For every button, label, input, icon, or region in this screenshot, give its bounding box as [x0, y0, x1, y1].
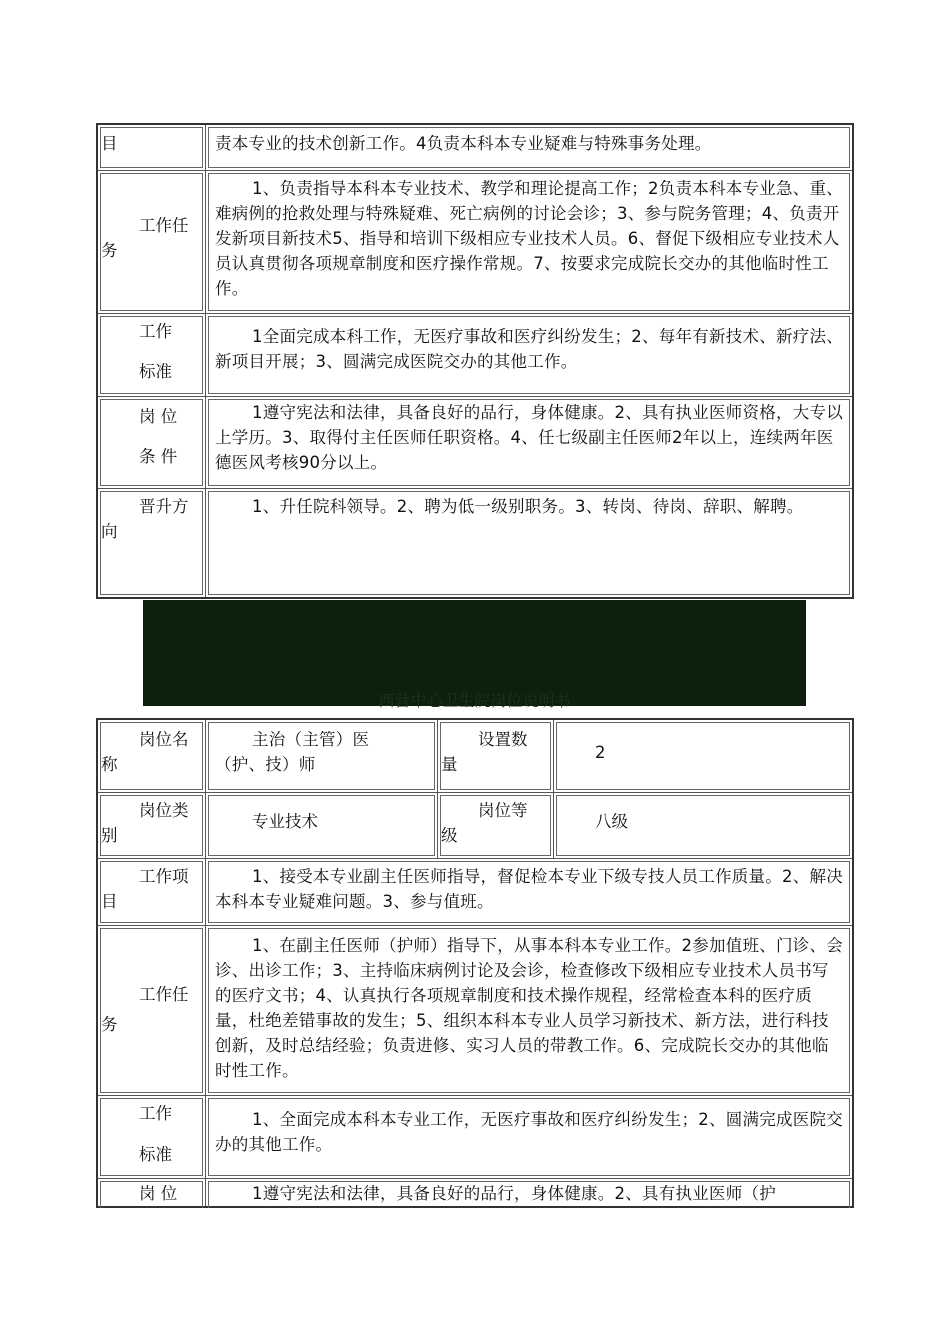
row-label-line1: 工作任 — [139, 216, 189, 235]
row-label-line2: 称 — [101, 755, 118, 774]
row-label-line1: 工作任 — [139, 985, 189, 1004]
table-row — [98, 792, 852, 858]
row-label-line1: 工作 — [139, 1104, 172, 1123]
row-label-line1: 工作 — [139, 322, 172, 341]
grade-label-line2: 级 — [441, 826, 458, 845]
row-label-line1: 岗位名 — [139, 730, 189, 749]
row-label-cell — [98, 1179, 205, 1206]
table-row — [98, 858, 852, 925]
row-content: 1、升任院科领导。2、聘为低一级别职务。3、转岗、待岗、辞职、解聘。 — [252, 497, 804, 516]
row-content: 1遵守宪法和法律，具备良好的品行，身体健康。2、具有执业医师资格，大专以上学历。3、取得付主任医师任职资格。4、任七级副主任医师2年以上，连续两年医德医风考核90分以上。 — [215, 403, 843, 472]
row-content: 1、负责指导本科本专业技术、教学和理论提高工作；2负责本科本专业急、重、难病例的抢救处理与特殊疑难、死亡病例的讨论会诊；3、参与院务管理；4、负责开发新项目新技术5、指导和培训下级相应专业技术人员。6、督促下级相应专业技术人员认真贯彻各项规章制度和医疗操作常规。7、按要求完成院长交办的其他临时性工作。 — [215, 179, 843, 298]
section-banner — [143, 600, 806, 710]
row-content: 责本专业的技术创新工作。4负责本科本专业疑难与特殊事务处理。 — [215, 134, 712, 153]
row-content-cell — [205, 171, 852, 313]
row-content-cell — [205, 1096, 852, 1178]
quantity-value-cell — [553, 720, 852, 792]
table-row — [98, 488, 852, 597]
row-content: 1全面完成本科工作，无医疗事故和医疗纠纷发生；2、每年有新技术、新疗法、新项目开展；3、圆满完成医院交办的其他工作。 — [215, 327, 843, 371]
table-row — [98, 1095, 852, 1178]
grade-value: 八级 — [595, 812, 628, 831]
row-label-line2: 务 — [101, 241, 118, 260]
row-label-line2: 务 — [101, 1015, 118, 1034]
row-label-line1: 工作项 — [139, 867, 189, 886]
row-content-cell — [205, 125, 852, 170]
row-content: 1、在副主任医师（护师）指导下，从事本科本专业工作。2参加值班、门诊、会诊、出诊工作；3、主持临床病例讨论及会诊，检查修改下级相应专业技术人员书写的医疗文书；4、认真执行各项规章制度和技术操作规程，经常检查本科的医疗质量，杜绝差错事故的发生；5、组织本科本专业人员学习新技术、新方法，进行科技创新，及时总结经验；负责进修、实习人员的带教工作。6、完成院长交办的其他临时性工作。 — [215, 936, 843, 1080]
grade-value-cell — [553, 793, 852, 858]
table-row — [98, 1178, 852, 1206]
grade-label-line1: 岗位等 — [478, 801, 528, 820]
row-label-line2: 目 — [101, 892, 118, 911]
row-label-cell — [98, 125, 205, 170]
quantity-label-cell — [437, 720, 553, 792]
row-label-cell — [98, 1096, 205, 1178]
row-label-line2: 向 — [101, 522, 118, 541]
row-label-cell — [98, 926, 205, 1095]
row-label-line2: 标准 — [139, 362, 172, 381]
row-content-cell — [205, 314, 852, 396]
row-label-line2: 条 件 — [139, 447, 178, 466]
row-label-cell — [98, 720, 205, 792]
row-label-cell — [98, 859, 205, 925]
row-label-cell — [98, 793, 205, 858]
row-label-line2: 别 — [101, 826, 118, 845]
quantity-label-line2: 量 — [441, 755, 458, 774]
position-name-cell — [205, 720, 437, 792]
position-name-value: 主治（主管）医 （护、技）师 — [215, 730, 370, 774]
table-row — [98, 925, 852, 1095]
row-label-line1: 晋升方 — [139, 497, 189, 516]
row-label-line1: 岗 位 — [139, 407, 178, 426]
table-row — [98, 125, 852, 170]
row-content-cell — [205, 859, 852, 925]
row-label-cell — [98, 171, 205, 313]
row-content: 1、接受本专业副主任医师指导，督促检本专业下级专技人员工作质量。2、解决本科本专业疑难问题。3、参与值班。 — [215, 867, 843, 911]
banner-title: 西营中心卫生院岗位说明书 — [378, 691, 571, 710]
table-row — [98, 396, 852, 488]
row-content-cell — [205, 397, 852, 488]
row-content: 1、全面完成本科本专业工作，无医疗事故和医疗纠纷发生；2、圆满完成医院交办的其他工作。 — [215, 1110, 843, 1154]
row-label-line2: 标准 — [139, 1145, 172, 1164]
table-row — [98, 313, 852, 396]
row-label-line1: 岗位类 — [139, 801, 189, 820]
position-type-cell — [205, 793, 437, 858]
job-description-table-1 — [96, 123, 854, 599]
row-content-cell — [205, 489, 852, 597]
row-label-line2: 目 — [101, 134, 118, 153]
row-label-line1: 岗 位 — [139, 1184, 178, 1203]
table-row — [98, 720, 852, 792]
row-label-cell — [98, 489, 205, 597]
quantity-label-line1: 设置数 — [478, 730, 528, 749]
row-content: 1遵守宪法和法律，具备良好的品行，身体健康。2、具有执业医师（护 — [252, 1184, 776, 1203]
quantity-value: 2 — [595, 743, 606, 762]
grade-label-cell — [437, 793, 553, 858]
row-label-cell — [98, 314, 205, 396]
row-label-cell — [98, 397, 205, 488]
row-content-cell — [205, 926, 852, 1095]
position-type-value: 专业技术 — [252, 812, 318, 831]
row-content-cell — [205, 1179, 852, 1206]
job-description-table-2 — [96, 718, 854, 1208]
table-row — [98, 170, 852, 313]
